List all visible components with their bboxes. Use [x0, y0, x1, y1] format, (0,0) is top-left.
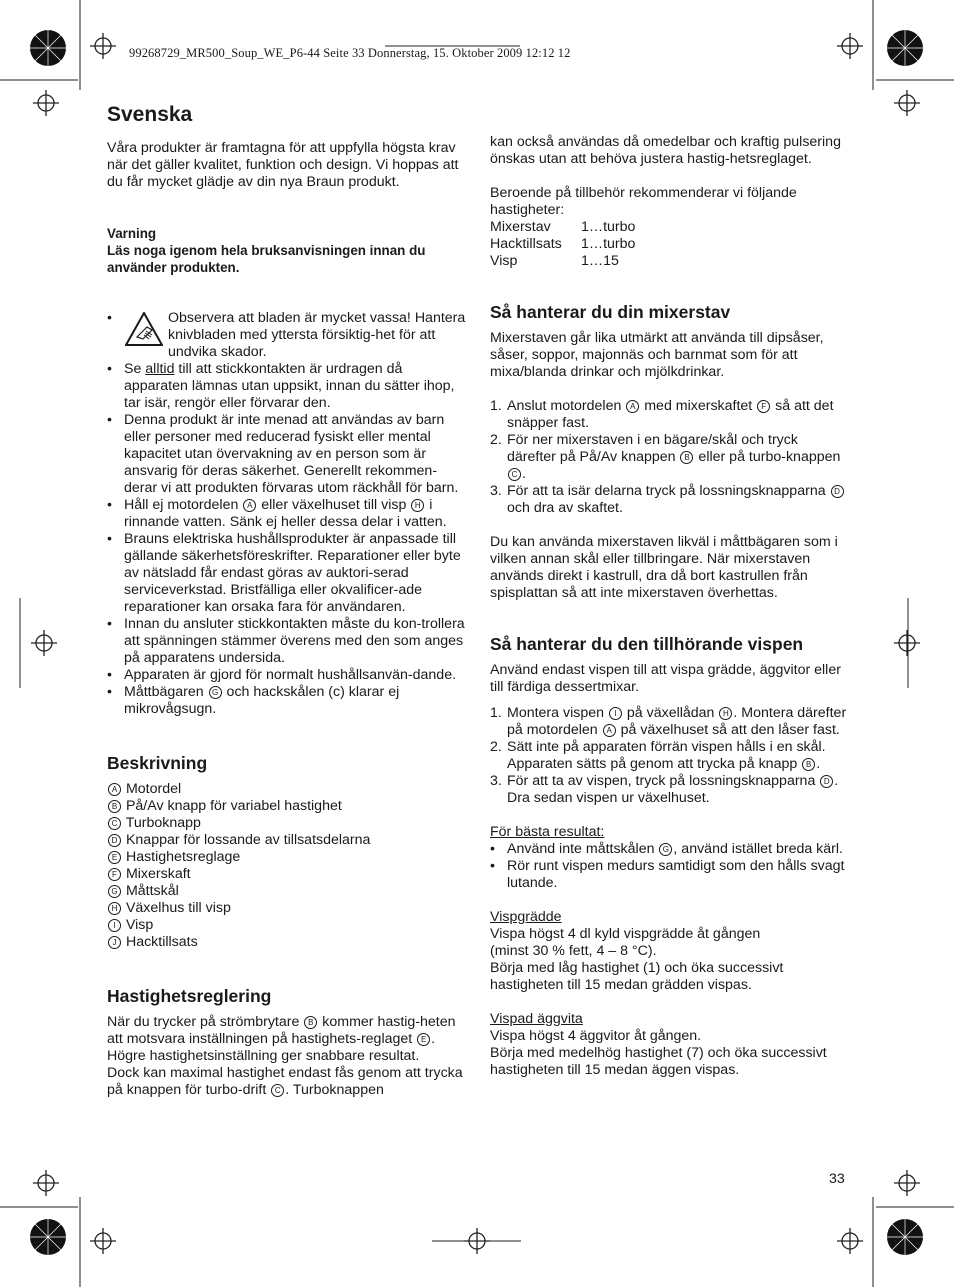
heading-beskrivning: Beskrivning	[107, 753, 208, 773]
safety-list	[107, 310, 467, 718]
speed-text-2: Dock kan maximal hastighet endast fås genom att trycka på knappen för turbo-drift C . Turboknappen	[107, 1065, 463, 1098]
list-item: B På/Av knapp för variabel hastighet	[107, 798, 467, 815]
mixer-outro: Du kan använda mixerstaven likväl i måttbägaren som i vilken annan skål eller tillbringare. När mixerstaven används direkt i kastrull, dra då bort kastrullen från spisplattan så att inte mixerstaven överhettas.	[490, 534, 838, 601]
list-item: • Håll ej motordelen A eller växelhuset till visp H i rinnande vatten. Sänk ej heller dessa delar i vatten.	[107, 497, 467, 531]
list-item: 3. För att ta isär delarna tryck på lossningsknapparna D och dra av skaftet.	[490, 483, 850, 517]
recommend-text: Beroende på tillbehör rekommenderar vi följande hastigheter:	[490, 185, 797, 218]
list-item: • Brauns elektriska hushållsprodukter är anpassade till gällande säkerhetsföreskrifter. Reparationer eller byte av nätsladd får endast göras av auktori-serad serviceverkstad. Bristfälliga eller okvalificer-ade reparationer kan orsaka fara för användaren.	[107, 531, 467, 616]
circled-letter-h: H	[411, 499, 424, 512]
print-header: 99268729_MR500_Soup_WE_P6-44 Seite 33 Donnerstag, 15. Oktober 2009 12:12 12	[129, 46, 571, 60]
circled-letter-a: A	[243, 499, 256, 512]
cream-text-3: Börja med låg hastighet (1) och öka successivt hastigheten till 15 medan grädden vispas.	[490, 960, 784, 993]
egg-text-1: Vispa högst 4 äggvitor åt gången.	[490, 1028, 702, 1044]
list-item: • Observera att bladen är mycket vassa! Hantera knivbladen med yttersta försiktig-het för att undvika skador.	[107, 310, 467, 361]
best-results-title: För bästa resultat:	[490, 824, 605, 840]
list-item: E Hastighetsreglage	[107, 849, 467, 866]
heading-hastighetsreglering: Hastighetsreglering	[107, 986, 272, 1006]
list-item: • Apparaten är gjord för normalt hushållsanvän-dande.	[107, 667, 467, 684]
warning-text: Läs noga igenom hela bruksanvisningen innan du använder produkten.	[107, 243, 426, 275]
list-item: F Mixerskaft	[107, 866, 467, 883]
egg-text-2: Börja med medelhög hastighet (7) och öka successivt hastigheten till 15 medan äggen vispas.	[490, 1045, 827, 1078]
table-cell: Hacktillsats	[490, 236, 562, 252]
circled-letter-g: G	[209, 686, 222, 699]
right-column	[490, 134, 850, 1079]
cream-text-2: (minst 30 % fett, 4 – 8 °C).	[490, 943, 657, 959]
list-item: • Innan du ansluter stickkontakten måste du kon-trollera att spänningen stämmer överens med den som anges på apparatens undersida.	[107, 616, 467, 667]
cream-title: Vispgrädde	[490, 909, 562, 925]
table-cell: Mixerstav	[490, 219, 551, 235]
list-item: • Använd inte måttskålen G , använd istället breda kärl.	[490, 841, 850, 858]
speed-text: När du trycker på strömbrytare B kommer hastig-heten att motsvara inställningen på hastighets-reglaget E . Högre hastighetsinställning ger snabbare resultat.	[107, 1014, 456, 1064]
section-title-svenska: Svenska	[107, 103, 193, 126]
cream-text-1: Vispa högst 4 dl kyld vispgrädde åt gången	[490, 926, 761, 942]
mixer-steps	[490, 398, 850, 517]
list-item: 2. För ner mixerstaven i en bägare/skål och tryck därefter på På/Av knappen B eller på turbo-knappen C .	[490, 432, 841, 482]
left-column	[107, 100, 467, 1099]
intro-text: Våra produkter är framtagna för att uppfylla högsta krav när det gäller kvalitet, funktion och design. Vi hoppas att du får mycket glädje av din nya Braun produkt.	[107, 140, 459, 190]
visp-steps	[490, 705, 850, 807]
continued-text: kan också användas då omedelbar och kraftig pulsering önskas utan att behöva justera hastig-hetsreglaget.	[490, 134, 841, 167]
list-item: • Se alltid till att stickkontakten är urdragen då apparaten lämnas utan uppsikt, innan du sätter ihop, tar isär, rengör eller förvarar den.	[107, 361, 467, 412]
warning-title: Varning	[107, 226, 157, 241]
list-item: H Växelhus till visp	[107, 900, 467, 917]
visp-intro: Använd endast vispen till att vispa grädde, äggvitor eller till färdiga dessertmixar.	[490, 662, 841, 695]
list-item: • Måttbägaren G och hackskålen (c) klarar ej mikrovågsugn.	[107, 684, 467, 718]
list-item: D Knappar för lossande av tillsatsdelarna	[107, 832, 467, 849]
list-item: J Hacktillsats	[107, 934, 467, 951]
list-item: G Måttskål	[107, 883, 467, 900]
sharp-blade-warning-icon	[125, 312, 163, 346]
list-item: • Denna produkt är inte menad att användas av barn eller personer med reducerad fysiskt eller mental kapacitet utan övervakning av en person som är ansvarig för deras säkerhet. Generellt rekommen-derar vi att produkten förvaras utom räckhåll för barn.	[107, 412, 467, 497]
list-item: 1. Montera vispen I på växellådan H . Montera därefter på motordelen A på växelhuset så att den låser fast.	[490, 705, 847, 738]
list-item: I Visp	[107, 917, 467, 934]
egg-title: Vispad äggvita	[490, 1011, 583, 1027]
heading-visp: Så hanterar du den tillhörande vispen	[490, 634, 804, 654]
heading-mixer: Så hanterar du din mixerstav	[490, 302, 731, 322]
speed-table	[490, 219, 850, 270]
page-number: 33	[829, 1171, 845, 1187]
list-item: 1. Anslut motordelen A med mixerskaftet F så att det snäpper fast.	[490, 398, 834, 431]
list-item: 3. För att ta av vispen, tryck på lossningsknapparna D . Dra sedan vispen ur växelhuset.	[490, 773, 839, 806]
list-item: • Rör runt vispen medurs samtidigt som den hålls svagt lutande.	[490, 858, 850, 892]
best-results-list	[490, 841, 850, 892]
mixer-intro: Mixerstaven går lika utmärkt att använda till dipsåser, såser, soppor, majonnäs och barnmat som för att mixa/blanda drinkar och mjölkdrinkar.	[490, 330, 824, 380]
table-cell: 1…15	[581, 253, 619, 269]
description-list	[107, 781, 467, 951]
table-cell: 1…turbo	[581, 219, 636, 235]
list-item: C Turboknapp	[107, 815, 467, 832]
table-cell: Visp	[490, 253, 518, 269]
table-cell: 1…turbo	[581, 236, 636, 252]
list-item: A Motordel	[107, 781, 467, 798]
list-item: 2. Sätt inte på apparaten förrän vispen hålls i en skål. Apparaten sätts på genom att trycka på knapp B .	[490, 739, 826, 772]
